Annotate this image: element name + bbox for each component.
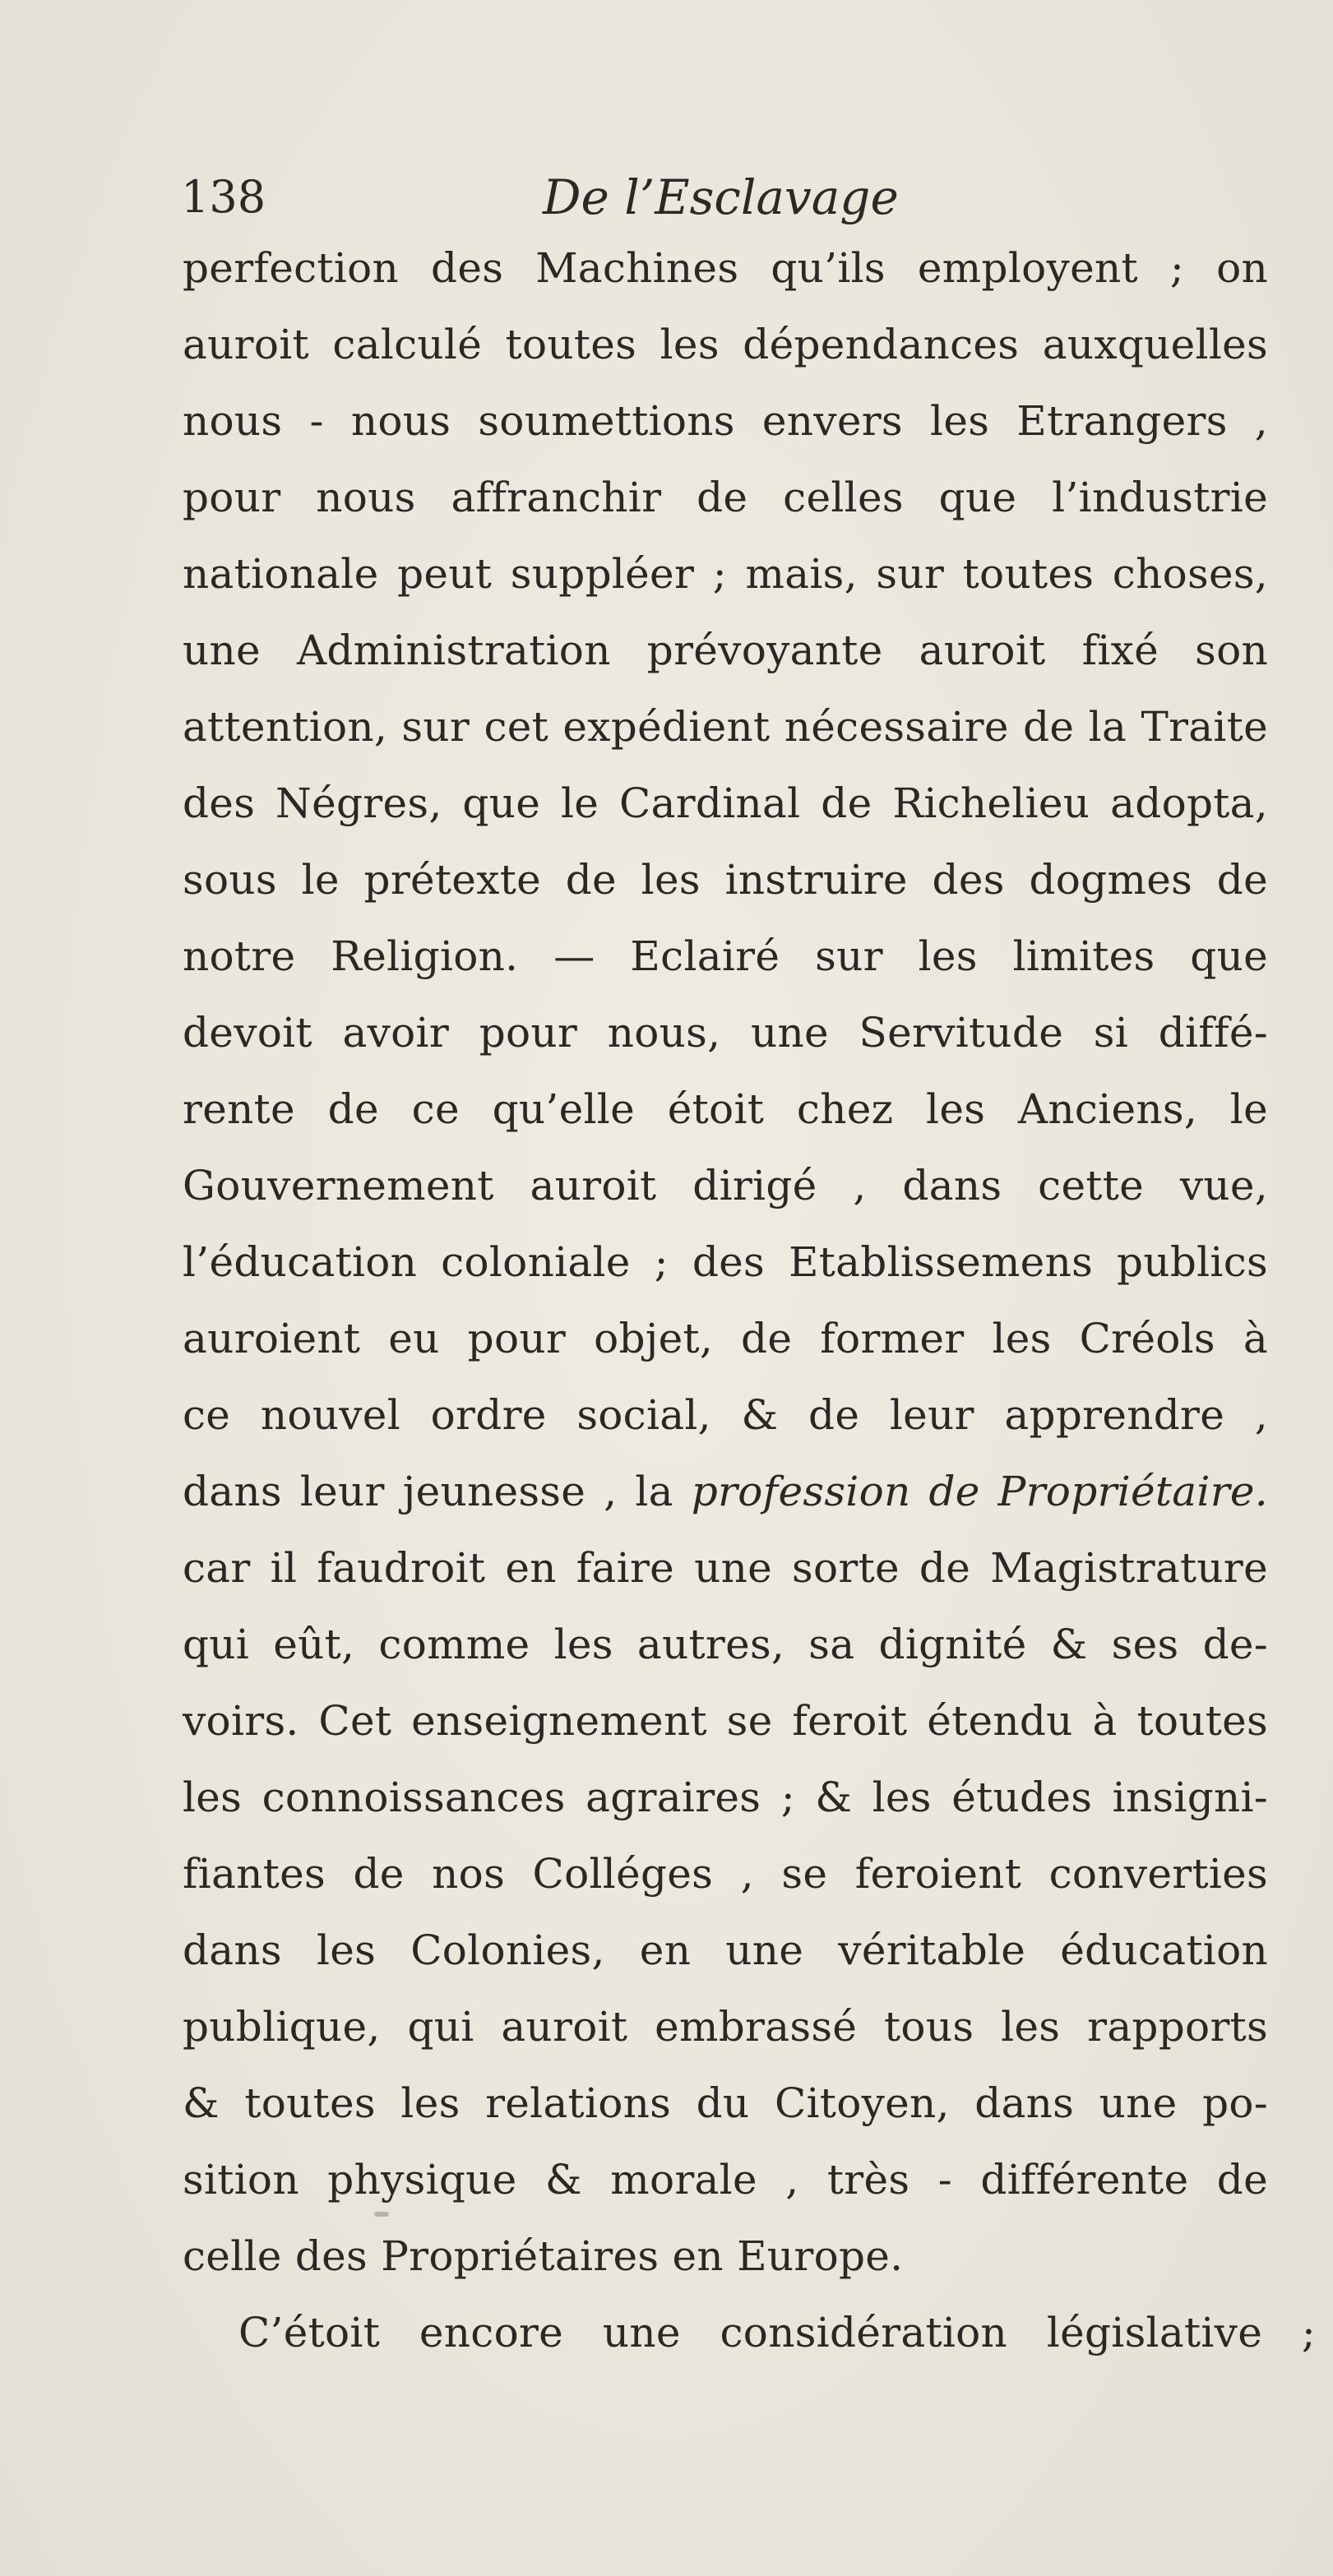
page-number: 138 [181,171,266,223]
text-line: notre Religion. — Eclairé sur les limites que [183,932,1268,980]
text-line: sous le prétexte de les instruire des dogmes de [183,856,1268,904]
text-line: nationale peut suppléer ; mais, sur toutes choses, [183,550,1268,598]
text-line-prefix: dans leur jeunesse , la [183,1468,692,1515]
text-line: pour nous affranchir de celles que l’industrie [183,474,1268,521]
text-line: une Administration prévoyante auroit fixé son [183,627,1268,674]
text-line: rente de ce qu’elle étoit chez les Anciens, le [183,1085,1268,1133]
text-line: car il faudroit en faire une sorte de Magistrature [183,1544,1268,1592]
text-line: sition physique & morale , très - différente de [183,2156,1268,2204]
paragraph-end-line: celle des Propriétaires en Europe. [183,2232,904,2280]
italic-phrase: profession de Propriétaire. [691,1468,1268,1515]
text-line: & toutes les relations du Citoyen, dans une po- [183,2079,1268,2127]
body-text [183,230,1316,2371]
text-line: Gouvernement auroit dirigé , dans cette vue, [183,1162,1268,1209]
text-line: l’éducation coloniale ; des Etablissemens publics [183,1238,1268,1286]
running-title: De l’Esclavage [543,169,899,225]
paragraph-start-line: C’étoit encore une considération législative ; [238,2309,1316,2356]
text-line: auroit calculé toutes les dépendances auxquelles [183,321,1268,368]
text-line: les connoissances agraires ; & les études insigni- [183,1774,1268,1821]
text-line: dans les Colonies, en une véritable éducation [183,1926,1268,1974]
text-line: des Négres, que le Cardinal de Richelieu adopta, [183,779,1268,827]
text-line-with-italic [183,1454,1268,1530]
page-header [181,164,1085,230]
text-line: voirs. Cet enseignement se feroit étendu à toutes [183,1697,1268,1745]
text-line: perfection des Machines qu’ils employent ; on [183,244,1268,292]
text-line: attention, sur cet expédient nécessaire de la Traite [183,703,1268,751]
text-line: publique, qui auroit embrassé tous les rapports [183,2003,1268,2051]
ink-smudge [374,2212,389,2217]
text-line: ce nouvel ordre social, & de leur apprendre , [183,1391,1268,1439]
text-line: nous - nous soumettions envers les Etrangers , [183,397,1268,445]
text-line: devoit avoir pour nous, une Servitude si diffé- [183,1009,1268,1057]
text-line: fiantes de nos Colléges , se feroient converties [183,1850,1268,1898]
text-line: auroient eu pour objet, de former les Créols à [183,1315,1268,1362]
text-line: qui eût, comme les autres, sa dignité & ses de- [183,1621,1268,1668]
